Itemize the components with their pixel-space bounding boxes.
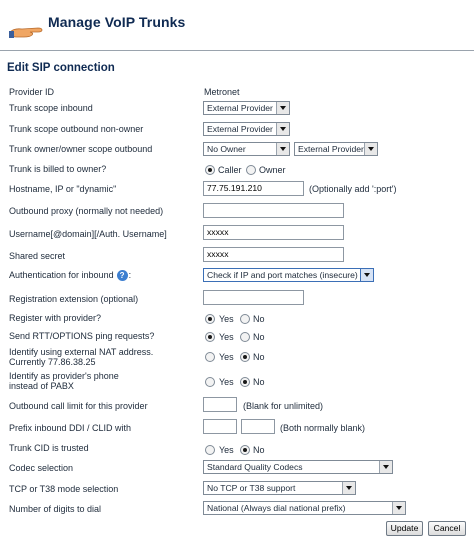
page-header [0, 0, 474, 50]
hostname-input[interactable]: 77.75.191.210 [203, 181, 304, 196]
section-title: Edit SIP connection [7, 62, 115, 74]
t38-value: No TCP or T38 support [207, 483, 296, 493]
nat-no-radio[interactable] [240, 352, 250, 362]
ping-no-label: No [253, 332, 265, 342]
cid-no-label: No [253, 445, 265, 455]
billed-owner-radio[interactable] [246, 165, 256, 175]
chevron-down-icon [360, 269, 373, 281]
pabx-no-label: No [253, 377, 265, 387]
digits-select[interactable] [203, 501, 406, 515]
billed-caller-radio[interactable] [205, 165, 215, 175]
register-no-radio[interactable] [240, 314, 250, 324]
chevron-down-icon [379, 461, 392, 473]
ping-no-radio[interactable] [240, 332, 250, 342]
cid-no-radio[interactable] [240, 445, 250, 455]
codec-value: Standard Quality Codecs [207, 462, 303, 472]
header-divider [0, 50, 474, 51]
prefix-hint: (Both normally blank) [280, 423, 366, 433]
provider-id-value: Metronet [204, 87, 240, 97]
billed-caller-label: Caller [218, 165, 242, 175]
ping-yes-label: Yes [219, 332, 234, 342]
auth-inbound-label [9, 270, 131, 281]
register-label: Register with provider? [9, 313, 102, 323]
cid-yes-label: Yes [219, 445, 234, 455]
codec-label: Codec selection [9, 463, 74, 473]
billed-label: Trunk is billed to owner? [9, 164, 107, 174]
auth-inbound-suffix: : [128, 270, 132, 280]
hostname-hint: (Optionally add ':port') [309, 184, 397, 194]
auth-inbound-text: Authentication for inbound [9, 270, 114, 280]
register-yes-label: Yes [219, 314, 234, 324]
username-input[interactable]: xxxxx [203, 225, 344, 240]
page-title: Manage VoIP Trunks [48, 14, 186, 30]
pabx-yes-label: Yes [219, 377, 234, 387]
scope-outbound-value: External Provider [207, 124, 273, 134]
auth-inbound-select[interactable] [203, 268, 374, 282]
prefix-label: Prefix inbound DDI / CLID with [9, 423, 132, 433]
register-no-label: No [253, 314, 265, 324]
nat-yes-label: Yes [219, 352, 234, 362]
secret-label: Shared secret [9, 251, 66, 261]
t38-label: TCP or T38 mode selection [9, 484, 119, 494]
nat-label-line1: Identify using external NAT address. [9, 347, 154, 357]
chevron-down-icon [342, 482, 355, 494]
codec-select[interactable] [203, 460, 393, 474]
cid-yes-radio[interactable] [205, 445, 215, 455]
help-question-icon[interactable]: ? [117, 270, 128, 281]
prefix-clid-input[interactable] [241, 419, 275, 434]
update-button[interactable]: Update [386, 521, 423, 536]
provider-id-label: Provider ID [9, 87, 55, 97]
nat-yes-radio[interactable] [205, 352, 215, 362]
reg-ext-input[interactable] [203, 290, 304, 305]
outbound-proxy-input[interactable] [203, 203, 344, 218]
call-limit-input[interactable] [203, 397, 237, 412]
trunk-owner-select[interactable] [203, 142, 290, 156]
chevron-down-icon [276, 143, 289, 155]
pointing-hand-icon [8, 22, 44, 40]
cid-trusted-label: Trunk CID is trusted [9, 443, 89, 453]
ping-label: Send RTT/OPTIONS ping requests? [9, 331, 155, 341]
cancel-button[interactable]: Cancel [428, 521, 466, 536]
chevron-down-icon [276, 102, 289, 114]
scope-inbound-value: External Provider [207, 103, 273, 113]
call-limit-hint: (Blank for unlimited) [243, 401, 324, 411]
hostname-label: Hostname, IP or "dynamic" [9, 184, 117, 194]
owner-scope-value: External Provider [298, 144, 364, 154]
t38-select[interactable] [203, 481, 356, 495]
pabx-yes-radio[interactable] [205, 377, 215, 387]
secret-input[interactable]: xxxxx [203, 247, 344, 262]
username-label: Username[@domain][/Auth. Username] [9, 229, 167, 239]
owner-scope-label: Trunk owner/owner scope outbound [9, 144, 153, 154]
billed-owner-label: Owner [259, 165, 286, 175]
chevron-down-icon [276, 123, 289, 135]
scope-inbound-label: Trunk scope inbound [9, 103, 93, 113]
outbound-proxy-label: Outbound proxy (normally not needed) [9, 206, 164, 216]
prefix-ddi-input[interactable] [203, 419, 237, 434]
scope-outbound-label: Trunk scope outbound non-owner [9, 124, 144, 134]
pabx-label-line2: instead of PABX [9, 381, 74, 391]
auth-inbound-value: Check if IP and port matches (insecure) [207, 270, 358, 280]
nat-no-label: No [253, 352, 265, 362]
nat-label-line2: Currently 77.86.38.25 [9, 357, 96, 367]
scope-outbound-select[interactable] [203, 122, 290, 136]
owner-scope-select[interactable] [294, 142, 378, 156]
reg-ext-label: Registration extension (optional) [9, 294, 139, 304]
digits-label: Number of digits to dial [9, 504, 102, 514]
ping-yes-radio[interactable] [205, 332, 215, 342]
trunk-owner-value: No Owner [207, 144, 246, 154]
register-yes-radio[interactable] [205, 314, 215, 324]
digits-value: National (Always dial national prefix) [207, 503, 346, 513]
chevron-down-icon [364, 143, 377, 155]
chevron-down-icon [392, 502, 405, 514]
call-limit-label: Outbound call limit for this provider [9, 401, 148, 411]
pabx-label-line1: Identify as provider's phone [9, 371, 119, 381]
pabx-no-radio[interactable] [240, 377, 250, 387]
scope-inbound-select[interactable] [203, 101, 290, 115]
